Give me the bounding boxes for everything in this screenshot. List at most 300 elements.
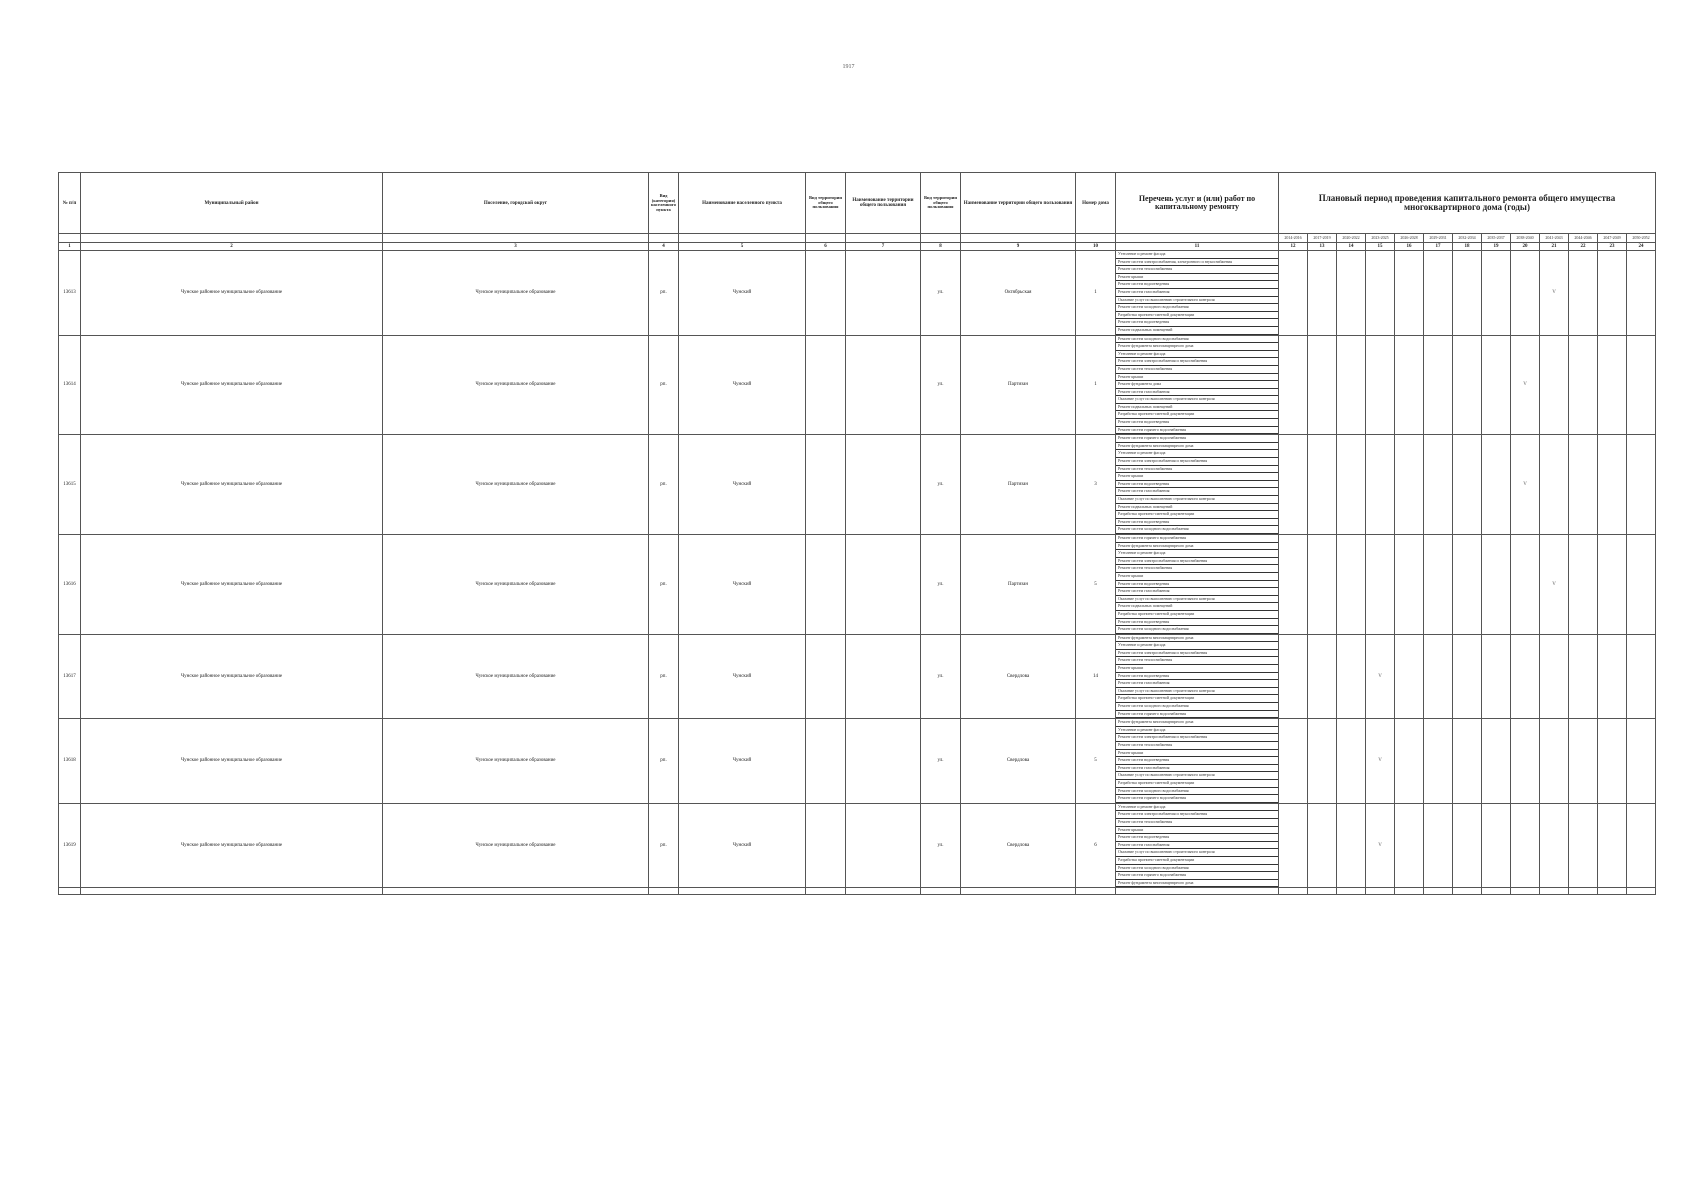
cell-period-14 bbox=[1337, 435, 1366, 535]
cell-period-17 bbox=[1424, 435, 1453, 535]
cell-period-19 bbox=[1482, 435, 1511, 535]
cell-street-type: ул. bbox=[921, 803, 961, 888]
cell-empty bbox=[1395, 888, 1424, 895]
cell-period-12 bbox=[1279, 534, 1308, 634]
cell-empty bbox=[679, 888, 806, 895]
cell-period-20 bbox=[1511, 251, 1540, 336]
cell-period-13 bbox=[1308, 335, 1337, 435]
cell-period-13 bbox=[1308, 251, 1337, 336]
cell-territory-type bbox=[806, 803, 846, 888]
cell-period-20 bbox=[1511, 534, 1540, 634]
cell-period-12 bbox=[1279, 803, 1308, 888]
cell-num: 13617 bbox=[59, 634, 81, 719]
work-item: Ремонт подвальных помещений bbox=[1116, 603, 1278, 611]
column-number: 20 bbox=[1511, 243, 1540, 251]
cell-territory-name bbox=[846, 534, 921, 634]
year-header: 2020-2022 bbox=[1337, 234, 1366, 243]
work-item: Ремонт систем электроснабжения и звукоснабжения bbox=[1116, 734, 1278, 742]
cell-period-19 bbox=[1482, 335, 1511, 435]
cell-period-19 bbox=[1482, 719, 1511, 804]
cell-empty bbox=[1076, 888, 1116, 895]
table-row-partial bbox=[59, 888, 1656, 895]
cell-period-16 bbox=[1395, 719, 1424, 804]
cell-empty bbox=[1337, 888, 1366, 895]
header-territory-name: Наименование территории общего пользования bbox=[846, 173, 921, 234]
cell-territory-type bbox=[806, 634, 846, 719]
cell-period-22 bbox=[1569, 634, 1598, 719]
work-item: Оказание услуг по выполнению строительного контроля bbox=[1116, 297, 1278, 305]
cell-territory-name bbox=[846, 634, 921, 719]
cell-settlement: Чунское муниципальное образование bbox=[383, 435, 649, 535]
cell-period-23 bbox=[1598, 719, 1627, 804]
capital-repair-table-wrapper bbox=[58, 172, 1656, 895]
cell-district: Чунское районное муниципальное образование bbox=[81, 803, 383, 888]
cell-period-24 bbox=[1627, 435, 1656, 535]
work-item: Ремонт систем холодного водоснабжения bbox=[1116, 703, 1278, 711]
cell-settlement: Чунское муниципальное образование bbox=[383, 719, 649, 804]
cell-empty bbox=[1308, 888, 1337, 895]
cell-empty bbox=[1453, 888, 1482, 895]
cell-period-12 bbox=[1279, 719, 1308, 804]
work-item: Ремонт систем горячего водоснабжения bbox=[1116, 535, 1278, 543]
work-item: Ремонт крыши bbox=[1116, 374, 1278, 382]
column-number: 1 bbox=[59, 243, 81, 251]
cell-locality-type: рп. bbox=[649, 803, 679, 888]
work-item: Ремонт систем электроснабжения и звукоснабжения bbox=[1116, 811, 1278, 819]
cell-locality-name: Чунский bbox=[679, 534, 806, 634]
work-item: Ремонт систем водоотведения bbox=[1116, 673, 1278, 681]
cell-empty bbox=[1569, 888, 1598, 895]
cell-empty bbox=[649, 888, 679, 895]
work-item: Ремонт крыши bbox=[1116, 750, 1278, 758]
column-number: 9 bbox=[961, 243, 1076, 251]
cell-house-number: 5 bbox=[1076, 534, 1116, 634]
cell-num: 13614 bbox=[59, 335, 81, 435]
work-item: Ремонт крыши bbox=[1116, 827, 1278, 835]
cell-period-18 bbox=[1453, 251, 1482, 336]
year-header: 2038-2040 bbox=[1511, 234, 1540, 243]
cell-empty bbox=[59, 888, 81, 895]
cell-empty bbox=[1482, 888, 1511, 895]
cell-territory-name bbox=[846, 803, 921, 888]
year-header: 2044-2046 bbox=[1569, 234, 1598, 243]
cell-works-list bbox=[1116, 719, 1279, 804]
column-number: 8 bbox=[921, 243, 961, 251]
cell-works-list bbox=[1116, 534, 1279, 634]
work-item: Разработка проектно-сметной документации bbox=[1116, 411, 1278, 419]
work-item: Утепление и ремонт фасада bbox=[1116, 804, 1278, 812]
cell-num: 13613 bbox=[59, 251, 81, 336]
year-header: 2017-2019 bbox=[1308, 234, 1337, 243]
header-locality-name: Наименование населенного пункта bbox=[679, 173, 806, 234]
year-header: 2035-2037 bbox=[1482, 234, 1511, 243]
cell-district: Чунское районное муниципальное образование bbox=[81, 251, 383, 336]
cell-period-13 bbox=[1308, 534, 1337, 634]
cell-district: Чунское районное муниципальное образование bbox=[81, 335, 383, 435]
cell-period-20 bbox=[1511, 634, 1540, 719]
table-row bbox=[59, 803, 1656, 888]
cell-period-24 bbox=[1627, 634, 1656, 719]
work-item: Ремонт систем электроснабжения и звукоснабжения bbox=[1116, 558, 1278, 566]
cell-territory-type bbox=[806, 534, 846, 634]
cell-period-18 bbox=[1453, 634, 1482, 719]
cell-settlement: Чунское муниципальное образование bbox=[383, 534, 649, 634]
cell-empty bbox=[1279, 888, 1308, 895]
column-number: 23 bbox=[1598, 243, 1627, 251]
cell-period-14 bbox=[1337, 634, 1366, 719]
work-item: Оказание услуг по выполнению строительного контроля bbox=[1116, 396, 1278, 404]
period-mark: V bbox=[1366, 634, 1395, 719]
cell-territory-name bbox=[846, 335, 921, 435]
cell-house-number: 1 bbox=[1076, 335, 1116, 435]
work-item: Ремонт систем электроснабжения, электронного и звукоснабжения bbox=[1116, 259, 1278, 267]
table-row bbox=[59, 335, 1656, 435]
cell-period-18 bbox=[1453, 719, 1482, 804]
year-header: 2023-2025 bbox=[1366, 234, 1395, 243]
cell-period-19 bbox=[1482, 803, 1511, 888]
work-item: Ремонт систем водоотведения bbox=[1116, 619, 1278, 627]
work-item: Утепление и ремонт фасада bbox=[1116, 727, 1278, 735]
work-item: Ремонт систем водоотведения bbox=[1116, 519, 1278, 527]
work-item: Ремонт фундамента многоквартирного дома bbox=[1116, 343, 1278, 351]
work-item: Ремонт систем холодного водоснабжения bbox=[1116, 626, 1278, 634]
cell-house-number: 5 bbox=[1076, 719, 1116, 804]
period-mark: V bbox=[1511, 335, 1540, 435]
work-item: Ремонт систем газоснабжения bbox=[1116, 842, 1278, 850]
cell-period-24 bbox=[1627, 534, 1656, 634]
cell-period-15 bbox=[1366, 534, 1395, 634]
column-number: 24 bbox=[1627, 243, 1656, 251]
cell-district: Чунское районное муниципальное образование bbox=[81, 634, 383, 719]
cell-street-name: Октябрьская bbox=[961, 251, 1076, 336]
work-item: Утепление и ремонт фасада bbox=[1116, 351, 1278, 359]
column-number: 14 bbox=[1337, 243, 1366, 251]
column-number: 15 bbox=[1366, 243, 1395, 251]
cell-territory-name bbox=[846, 719, 921, 804]
column-number: 5 bbox=[679, 243, 806, 251]
header-row bbox=[59, 173, 1656, 234]
work-item: Утепление и ремонт фасада bbox=[1116, 251, 1278, 259]
work-item: Ремонт систем газоснабжения bbox=[1116, 588, 1278, 596]
work-item: Ремонт систем холодного водоснабжения bbox=[1116, 304, 1278, 312]
table-row bbox=[59, 251, 1656, 336]
cell-works-list bbox=[1116, 803, 1279, 888]
cell-period-12 bbox=[1279, 634, 1308, 719]
cell-period-17 bbox=[1424, 335, 1453, 435]
work-item: Ремонт систем газоснабжения bbox=[1116, 680, 1278, 688]
cell-territory-name bbox=[846, 251, 921, 336]
cell-period-14 bbox=[1337, 251, 1366, 336]
column-number: 18 bbox=[1453, 243, 1482, 251]
cell-period-24 bbox=[1627, 719, 1656, 804]
work-item: Ремонт систем теплоснабжения bbox=[1116, 466, 1278, 474]
work-item: Разработка проектно-сметной документации bbox=[1116, 312, 1278, 320]
table-row bbox=[59, 634, 1656, 719]
cell-locality-name: Чунский bbox=[679, 719, 806, 804]
column-number: 12 bbox=[1279, 243, 1308, 251]
cell-period-17 bbox=[1424, 634, 1453, 719]
work-item: Ремонт систем горячего водоснабжения bbox=[1116, 872, 1278, 880]
cell-house-number: 1 bbox=[1076, 251, 1116, 336]
cell-period-16 bbox=[1395, 251, 1424, 336]
work-item: Ремонт систем водоотведения bbox=[1116, 281, 1278, 289]
cell-empty bbox=[383, 888, 649, 895]
cell-period-24 bbox=[1627, 803, 1656, 888]
table-row bbox=[59, 435, 1656, 535]
cell-locality-type: рп. bbox=[649, 335, 679, 435]
cell-street-name: Партизан bbox=[961, 534, 1076, 634]
column-number: 10 bbox=[1076, 243, 1116, 251]
page-number: 1917 bbox=[842, 64, 855, 70]
column-number: 7 bbox=[846, 243, 921, 251]
column-number: 21 bbox=[1540, 243, 1569, 251]
cell-period-23 bbox=[1598, 634, 1627, 719]
header-district: Муниципальный район bbox=[81, 173, 383, 234]
cell-locality-name: Чунский bbox=[679, 435, 806, 535]
work-item: Оказание услуг по выполнению строительного контроля bbox=[1116, 849, 1278, 857]
work-item: Ремонт систем теплоснабжения bbox=[1116, 366, 1278, 374]
cell-period-21 bbox=[1540, 803, 1569, 888]
work-item: Ремонт систем газоснабжения bbox=[1116, 765, 1278, 773]
cell-period-14 bbox=[1337, 719, 1366, 804]
work-item: Ремонт систем водоотведения bbox=[1116, 757, 1278, 765]
work-item: Ремонт систем горячего водоснабжения bbox=[1116, 435, 1278, 443]
cell-street-type: ул. bbox=[921, 634, 961, 719]
work-item: Ремонт крыши bbox=[1116, 573, 1278, 581]
cell-period-19 bbox=[1482, 534, 1511, 634]
cell-street-type: ул. bbox=[921, 335, 961, 435]
cell-settlement: Чунское муниципальное образование bbox=[383, 634, 649, 719]
cell-period-12 bbox=[1279, 251, 1308, 336]
column-number: 19 bbox=[1482, 243, 1511, 251]
header-plan-period: Плановый период проведения капитального ремонта общего имущества многоквартирного дома (годы) bbox=[1279, 173, 1656, 234]
cell-period-13 bbox=[1308, 803, 1337, 888]
period-mark: V bbox=[1540, 534, 1569, 634]
cell-empty bbox=[1598, 888, 1627, 895]
cell-district: Чунское районное муниципальное образование bbox=[81, 534, 383, 634]
year-header: 2047-2049 bbox=[1598, 234, 1627, 243]
cell-period-13 bbox=[1308, 634, 1337, 719]
cell-period-16 bbox=[1395, 534, 1424, 634]
cell-period-20 bbox=[1511, 803, 1540, 888]
cell-empty bbox=[921, 888, 961, 895]
year-header: 2014-2016 bbox=[1279, 234, 1308, 243]
cell-period-13 bbox=[1308, 435, 1337, 535]
cell-period-15 bbox=[1366, 251, 1395, 336]
column-number: 4 bbox=[649, 243, 679, 251]
cell-period-20 bbox=[1511, 719, 1540, 804]
cell-works-list bbox=[1116, 335, 1279, 435]
column-number: 2 bbox=[81, 243, 383, 251]
cell-period-15 bbox=[1366, 435, 1395, 535]
cell-period-19 bbox=[1482, 251, 1511, 336]
cell-period-17 bbox=[1424, 719, 1453, 804]
cell-period-16 bbox=[1395, 435, 1424, 535]
cell-house-number: 3 bbox=[1076, 435, 1116, 535]
cell-works-list bbox=[1116, 435, 1279, 535]
work-item: Ремонт систем газоснабжения bbox=[1116, 289, 1278, 297]
cell-empty bbox=[806, 888, 846, 895]
cell-period-18 bbox=[1453, 534, 1482, 634]
cell-num: 13616 bbox=[59, 534, 81, 634]
column-number: 16 bbox=[1395, 243, 1424, 251]
work-item: Ремонт систем водоотведения bbox=[1116, 834, 1278, 842]
cell-works-list bbox=[1116, 634, 1279, 719]
cell-period-23 bbox=[1598, 803, 1627, 888]
cell-empty bbox=[1627, 888, 1656, 895]
work-item: Ремонт подвальных помещений bbox=[1116, 327, 1278, 335]
work-item: Ремонт систем теплоснабжения bbox=[1116, 565, 1278, 573]
work-item: Разработка проектно-сметной документации bbox=[1116, 511, 1278, 519]
cell-period-18 bbox=[1453, 335, 1482, 435]
cell-empty bbox=[81, 888, 383, 895]
cell-period-14 bbox=[1337, 534, 1366, 634]
cell-empty bbox=[1511, 888, 1540, 895]
cell-period-24 bbox=[1627, 335, 1656, 435]
year-header: 2026-2028 bbox=[1395, 234, 1424, 243]
cell-period-16 bbox=[1395, 803, 1424, 888]
cell-period-23 bbox=[1598, 435, 1627, 535]
period-mark: V bbox=[1366, 719, 1395, 804]
cell-period-12 bbox=[1279, 435, 1308, 535]
cell-street-name: Свердлова bbox=[961, 719, 1076, 804]
cell-period-17 bbox=[1424, 803, 1453, 888]
cell-street-type: ул. bbox=[921, 435, 961, 535]
cell-territory-type bbox=[806, 335, 846, 435]
cell-works-list bbox=[1116, 251, 1279, 336]
cell-locality-type: рп. bbox=[649, 719, 679, 804]
cell-period-23 bbox=[1598, 251, 1627, 336]
cell-period-23 bbox=[1598, 335, 1627, 435]
cell-street-type: ул. bbox=[921, 251, 961, 336]
period-mark: V bbox=[1540, 251, 1569, 336]
work-item: Ремонт подвальных помещений bbox=[1116, 404, 1278, 412]
cell-locality-type: рп. bbox=[649, 634, 679, 719]
cell-period-14 bbox=[1337, 335, 1366, 435]
cell-locality-type: рп. bbox=[649, 435, 679, 535]
year-header: 2029-2031 bbox=[1424, 234, 1453, 243]
cell-period-22 bbox=[1569, 719, 1598, 804]
work-item: Ремонт фундамента многоквартирного дома bbox=[1116, 443, 1278, 451]
work-item: Ремонт систем горячего водоснабжения bbox=[1116, 795, 1278, 803]
cell-street-name: Партизан bbox=[961, 435, 1076, 535]
work-item: Оказание услуг по выполнению строительного контроля bbox=[1116, 596, 1278, 604]
cell-period-23 bbox=[1598, 534, 1627, 634]
cell-street-name: Свердлова bbox=[961, 803, 1076, 888]
header-street-type: Вид территории общего пользования bbox=[921, 173, 961, 234]
cell-period-18 bbox=[1453, 803, 1482, 888]
header-territory-type: Вид территории общего пользования bbox=[806, 173, 846, 234]
cell-period-19 bbox=[1482, 634, 1511, 719]
work-item: Ремонт систем холодного водоснабжения bbox=[1116, 865, 1278, 873]
column-number: 3 bbox=[383, 243, 649, 251]
table-row bbox=[59, 534, 1656, 634]
cell-empty bbox=[1424, 888, 1453, 895]
work-item: Ремонт систем водоотведения bbox=[1116, 319, 1278, 327]
work-item: Утепление и ремонт фасада bbox=[1116, 450, 1278, 458]
cell-street-type: ул. bbox=[921, 534, 961, 634]
work-item: Ремонт систем водоотведения bbox=[1116, 581, 1278, 589]
work-item: Разработка проектно-сметной документации bbox=[1116, 611, 1278, 619]
cell-territory-type bbox=[806, 719, 846, 804]
work-item: Ремонт крыши bbox=[1116, 274, 1278, 282]
work-item: Ремонт систем теплоснабжения bbox=[1116, 742, 1278, 750]
table-row bbox=[59, 719, 1656, 804]
cell-street-type: ул. bbox=[921, 719, 961, 804]
work-item: Ремонт систем газоснабжения bbox=[1116, 389, 1278, 397]
cell-house-number: 14 bbox=[1076, 634, 1116, 719]
work-item: Утепление и ремонт фасада bbox=[1116, 642, 1278, 650]
work-item: Ремонт подвальных помещений bbox=[1116, 504, 1278, 512]
cell-locality-name: Чунский bbox=[679, 251, 806, 336]
cell-period-17 bbox=[1424, 251, 1453, 336]
cell-locality-name: Чунский bbox=[679, 335, 806, 435]
work-item: Ремонт систем теплоснабжения bbox=[1116, 819, 1278, 827]
column-number: 13 bbox=[1308, 243, 1337, 251]
work-item: Оказание услуг по выполнению строительного контроля bbox=[1116, 772, 1278, 780]
cell-empty bbox=[846, 888, 921, 895]
work-item: Ремонт систем холодного водоснабжения bbox=[1116, 336, 1278, 344]
column-number: 11 bbox=[1116, 243, 1279, 251]
cell-house-number: 6 bbox=[1076, 803, 1116, 888]
work-item: Утепление и ремонт фасада bbox=[1116, 550, 1278, 558]
cell-district: Чунское районное муниципальное образование bbox=[81, 719, 383, 804]
cell-period-15 bbox=[1366, 335, 1395, 435]
cell-settlement: Чунское муниципальное образование bbox=[383, 335, 649, 435]
header-settlement: Поселение, городской округ bbox=[383, 173, 649, 234]
work-item: Ремонт фундамента многоквартирного дома bbox=[1116, 880, 1278, 888]
work-item: Ремонт систем электроснабжения и звукоснабжения bbox=[1116, 358, 1278, 366]
work-item: Ремонт систем холодного водоснабжения bbox=[1116, 788, 1278, 796]
work-item: Ремонт систем теплоснабжения bbox=[1116, 266, 1278, 274]
work-item: Оказание услуг по выполнению строительного контроля bbox=[1116, 496, 1278, 504]
header-works: Перечень услуг и (или) работ по капитальному ремонту bbox=[1116, 173, 1279, 234]
cell-period-21 bbox=[1540, 335, 1569, 435]
cell-period-22 bbox=[1569, 251, 1598, 336]
cell-street-name: Партизан bbox=[961, 335, 1076, 435]
header-locality-type: Вид (категория) населенного пункта bbox=[649, 173, 679, 234]
work-item: Разработка проектно-сметной документации bbox=[1116, 695, 1278, 703]
cell-period-24 bbox=[1627, 251, 1656, 336]
cell-period-21 bbox=[1540, 719, 1569, 804]
work-item: Ремонт фундамента многоквартирного дома bbox=[1116, 719, 1278, 727]
cell-num: 13615 bbox=[59, 435, 81, 535]
header-house-number: Номер дома bbox=[1076, 173, 1116, 234]
work-item: Ремонт систем холодного водоснабжения bbox=[1116, 526, 1278, 534]
work-item: Ремонт систем электроснабжения и звукоснабжения bbox=[1116, 458, 1278, 466]
cell-period-22 bbox=[1569, 534, 1598, 634]
work-item: Ремонт крыши bbox=[1116, 665, 1278, 673]
cell-period-22 bbox=[1569, 435, 1598, 535]
header-street-name: Наименование территории общего пользования bbox=[961, 173, 1076, 234]
work-item: Ремонт фундамента многоквартирного дома bbox=[1116, 543, 1278, 551]
work-item: Ремонт фундамента дома bbox=[1116, 381, 1278, 389]
year-header: 2032-2034 bbox=[1453, 234, 1482, 243]
cell-period-22 bbox=[1569, 335, 1598, 435]
work-item: Ремонт систем горячего водоснабжения bbox=[1116, 711, 1278, 719]
cell-period-16 bbox=[1395, 634, 1424, 719]
work-item: Ремонт систем теплоснабжения bbox=[1116, 657, 1278, 665]
period-mark: V bbox=[1511, 435, 1540, 535]
work-item: Ремонт систем горячего водоснабжения bbox=[1116, 427, 1278, 435]
cell-empty bbox=[961, 888, 1076, 895]
cell-empty bbox=[1540, 888, 1569, 895]
cell-locality-type: рп. bbox=[649, 251, 679, 336]
cell-period-21 bbox=[1540, 435, 1569, 535]
header-num: № п/п bbox=[59, 173, 81, 234]
cell-locality-name: Чунский bbox=[679, 634, 806, 719]
year-header: 2050-2052 bbox=[1627, 234, 1656, 243]
